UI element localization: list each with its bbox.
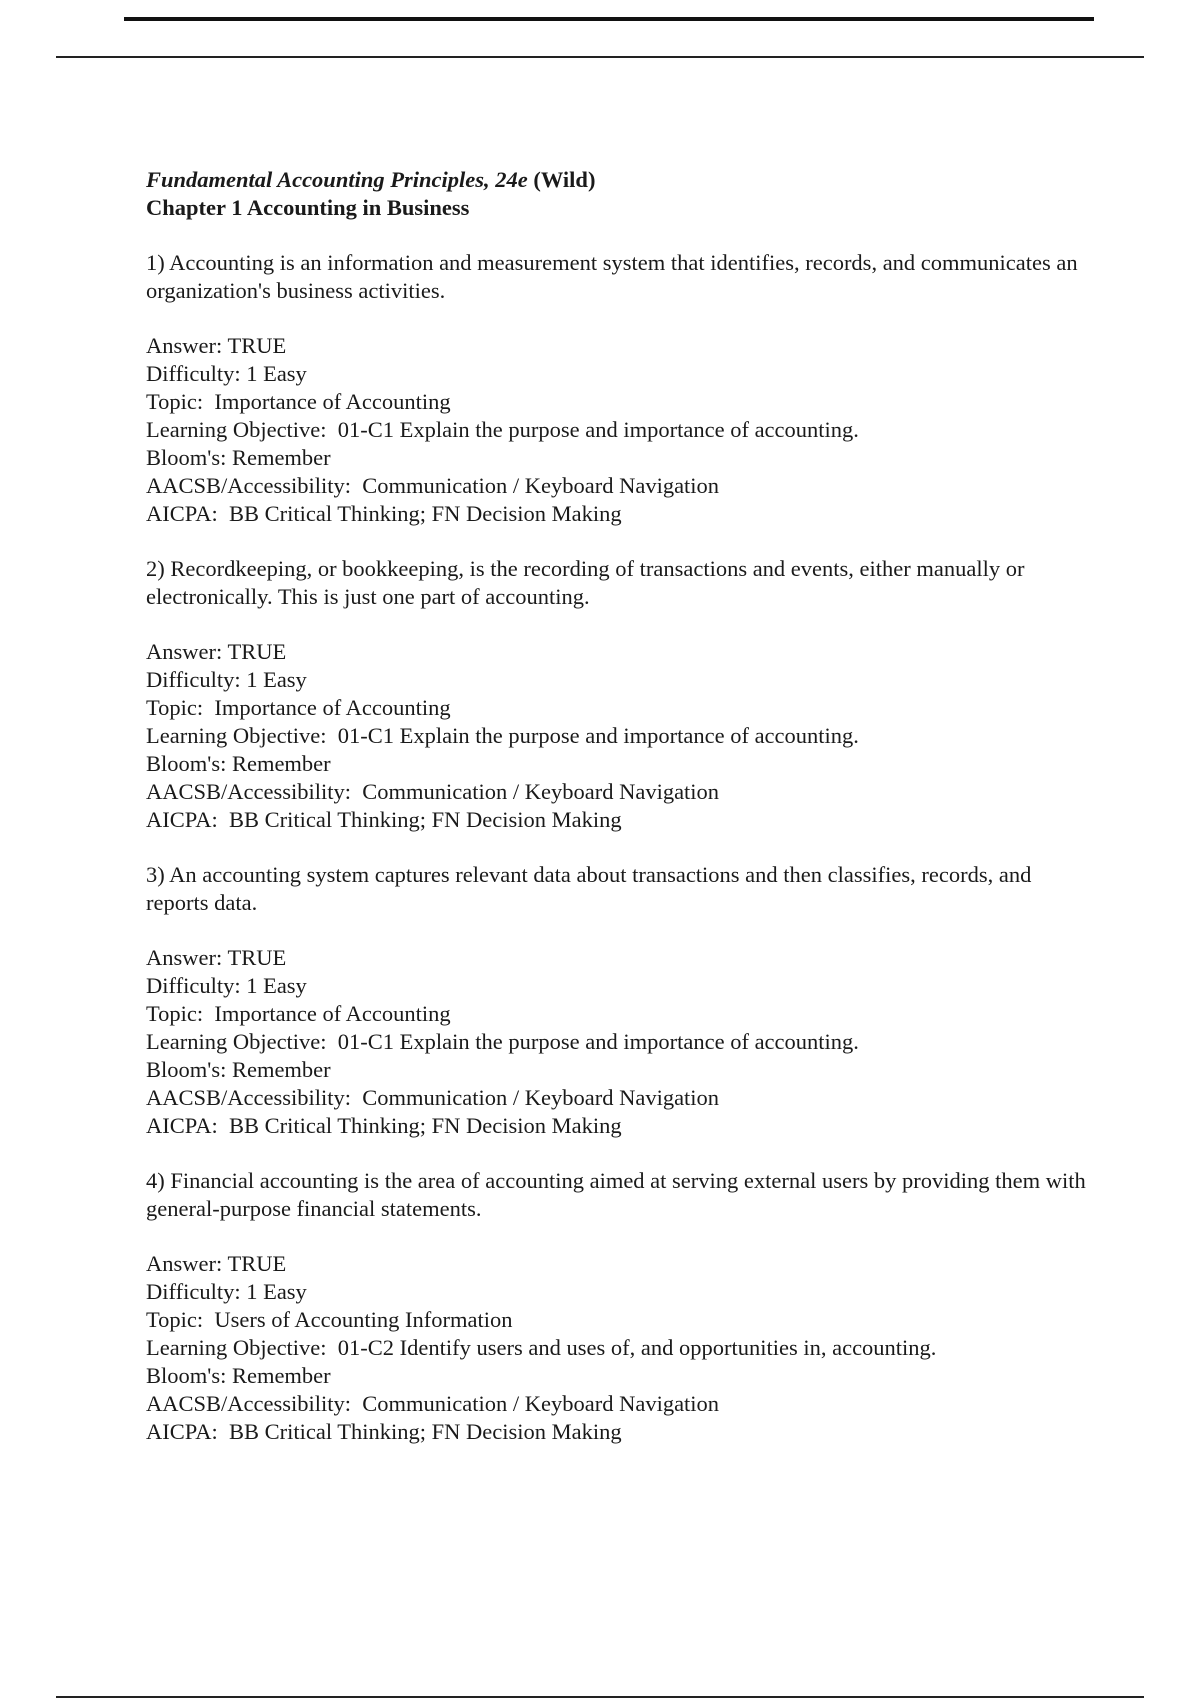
blooms-line: Bloom's: Remember	[146, 1057, 331, 1082]
top-thick-rule	[124, 17, 1094, 21]
aacsb-line: AACSB/Accessibility: Communication / Keyboard Navigation	[146, 779, 720, 804]
difficulty-line: Difficulty: 1 Easy	[146, 973, 307, 998]
topic-line: Topic: Users of Accounting Information	[146, 1307, 513, 1332]
bottom-rule	[56, 1696, 1144, 1698]
top-thin-rule	[56, 56, 1144, 58]
learning-objective-line: Learning Objective: 01-C2 Identify users and uses of, and opportunities in, accounting.	[146, 1335, 937, 1360]
aacsb-line: AACSB/Accessibility: Communication / Keyboard Navigation	[146, 473, 720, 498]
aicpa-line: AICPA: BB Critical Thinking; FN Decision Making	[146, 1113, 622, 1138]
difficulty-line: Difficulty: 1 Easy	[146, 361, 307, 386]
document-header	[146, 166, 1086, 222]
aicpa-line: AICPA: BB Critical Thinking; FN Decision Making	[146, 807, 622, 832]
question-text: 4) Financial accounting is the area of accounting aimed at serving external users by providing them with general-purpose financial statements.	[146, 1168, 1086, 1221]
answer-line: Answer: TRUE	[146, 1251, 287, 1276]
topic-line: Topic: Importance of Accounting	[146, 1001, 451, 1026]
book-author: (Wild)	[527, 167, 596, 192]
difficulty-line: Difficulty: 1 Easy	[146, 667, 307, 692]
aicpa-line: AICPA: BB Critical Thinking; FN Decision Making	[146, 1419, 622, 1444]
blooms-line: Bloom's: Remember	[146, 751, 331, 776]
question-text: 1) Accounting is an information and measurement system that identifies, records, and communicates an organization's business activities.	[146, 250, 1078, 303]
question-item	[146, 1167, 1086, 1446]
answer-line: Answer: TRUE	[146, 639, 287, 664]
document-body	[146, 166, 1086, 1473]
learning-objective-line: Learning Objective: 01-C1 Explain the purpose and importance of accounting.	[146, 723, 859, 748]
topic-line: Topic: Importance of Accounting	[146, 695, 451, 720]
question-item	[146, 249, 1086, 528]
answer-line: Answer: TRUE	[146, 333, 287, 358]
blooms-line: Bloom's: Remember	[146, 1363, 331, 1388]
chapter-title: Chapter 1 Accounting in Business	[146, 195, 470, 220]
book-title-line	[146, 166, 1086, 194]
aacsb-line: AACSB/Accessibility: Communication / Keyboard Navigation	[146, 1085, 720, 1110]
book-title: Fundamental Accounting Principles, 24e	[146, 167, 528, 192]
learning-objective-line: Learning Objective: 01-C1 Explain the purpose and importance of accounting.	[146, 1029, 859, 1054]
question-item	[146, 555, 1086, 834]
topic-line: Topic: Importance of Accounting	[146, 389, 451, 414]
blooms-line: Bloom's: Remember	[146, 445, 331, 470]
learning-objective-line: Learning Objective: 01-C1 Explain the purpose and importance of accounting.	[146, 417, 859, 442]
difficulty-line: Difficulty: 1 Easy	[146, 1279, 307, 1304]
answer-line: Answer: TRUE	[146, 945, 287, 970]
aacsb-line: AACSB/Accessibility: Communication / Keyboard Navigation	[146, 1391, 720, 1416]
question-item	[146, 861, 1086, 1140]
question-text: 3) An accounting system captures relevant data about transactions and then classifies, records, and reports data.	[146, 862, 1032, 915]
question-text: 2) Recordkeeping, or bookkeeping, is the recording of transactions and events, either manually or electronically. This is just one part of accounting.	[146, 556, 1025, 609]
aicpa-line: AICPA: BB Critical Thinking; FN Decision Making	[146, 501, 622, 526]
